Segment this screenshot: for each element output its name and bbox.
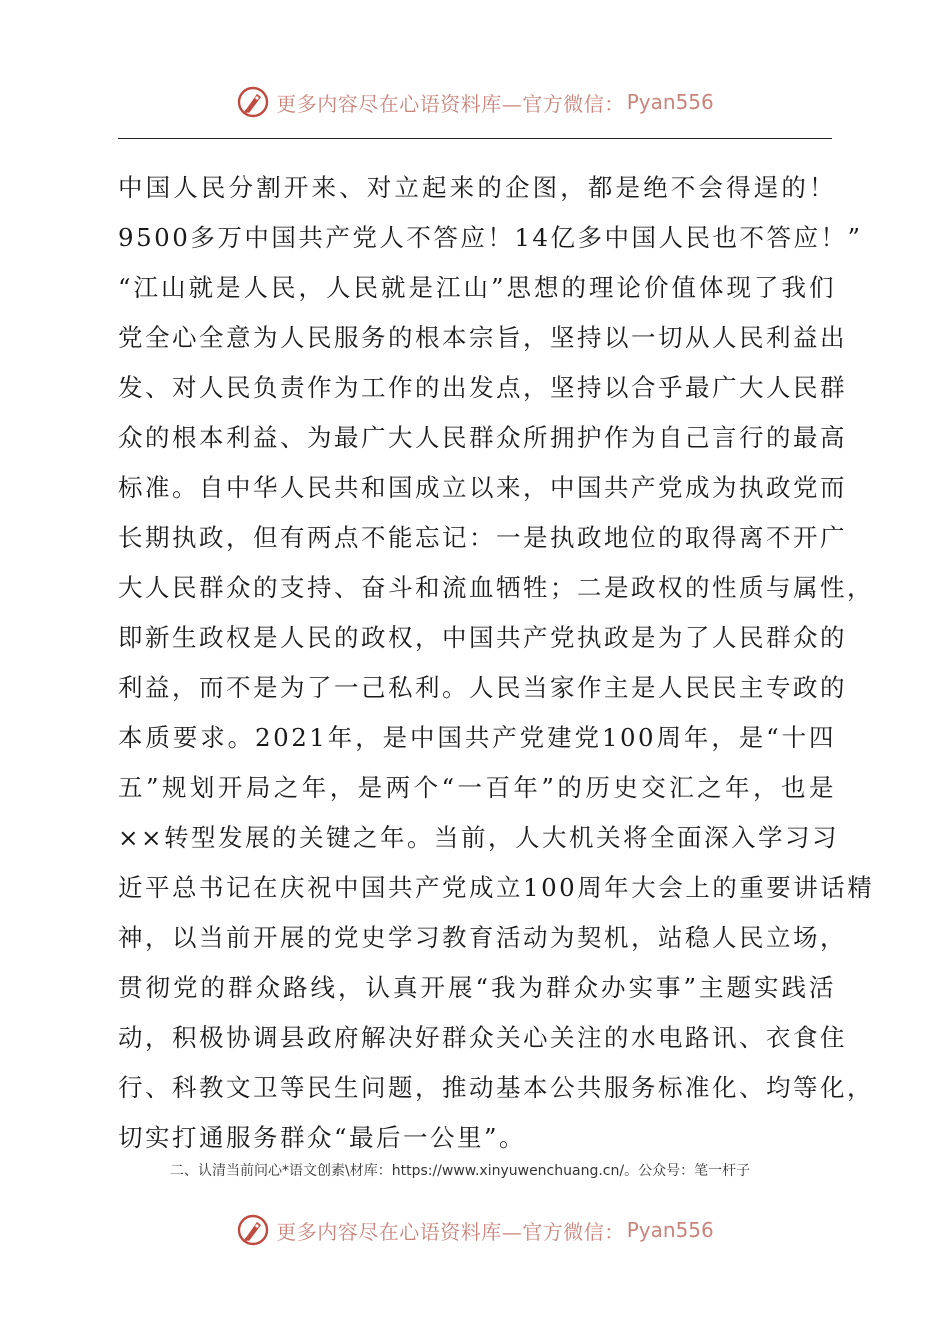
body-line: 中国人民分割开来、对立起来的企图，都是绝不会得逞的！ (118, 173, 836, 202)
body-line: 神，以当前开展的党史学习教育活动为契机，站稳人民立场， (118, 923, 847, 952)
body-line: 贯彻党的群众路线，认真开展“我为群众办实事”主题实践活 (118, 973, 836, 1002)
header-rule (118, 138, 832, 139)
pen-nib-logo-icon (236, 85, 270, 119)
body-line: 长期执政，但有两点不能忘记：一是执政地位的取得离不开广 (118, 523, 847, 552)
body-line: 五”规划开局之年，是两个“一百年”的历史交汇之年，也是 (118, 773, 836, 802)
body-line: “江山就是人民，人民就是江山”思想的理论价值体现了我们 (118, 273, 836, 302)
body-line: 大人民群众的支持、奋斗和流血牺牲；二是政权的性质与属性， (118, 573, 874, 602)
header-banner (0, 82, 950, 122)
footnote: 二、认清当前问心*语文创素\材库：https://www.xinyuwenchuang.cn/。公众号：笔一杆子 (170, 1163, 751, 1179)
body-line: ××转型发展的关键之年。当前，人大机关将全面深入学习习 (118, 823, 840, 852)
footer-banner (0, 1210, 950, 1250)
document-body (118, 163, 875, 1163)
header-banner-wechat-id: Pyan556 (626, 90, 714, 114)
body-line: 近平总书记在庆祝中国共产党成立100周年大会上的重要讲话精 (118, 873, 875, 902)
body-line-last: 切实打通服务群众“最后一公里”。 (118, 1123, 527, 1152)
body-line: 发、对人民负责作为工作的出发点，坚持以合乎最广大人民群 (118, 373, 847, 402)
body-line: 众的根本利益、为最广大人民群众所拥护作为自己言行的最高 (118, 423, 847, 452)
body-line: 9500多万中国共产党人不答应！14亿多中国人民也不答应！” (118, 223, 863, 252)
body-line: 本质要求。2021年，是中国共产党建党100周年，是“十四 (118, 723, 836, 752)
body-line: 动，积极协调县政府解决好群众关心关注的水电路讯、衣食住 (118, 1023, 847, 1052)
footer-banner-text: 更多内容尽在心语资料库—官方微信： (276, 1219, 625, 1244)
body-line: 标准。自中华人民共和国成立以来，中国共产党成为执政党而 (118, 473, 847, 502)
footer-banner-wechat-id: Pyan556 (626, 1218, 714, 1242)
body-line: 利益，而不是为了一己私利。人民当家作主是人民民主专政的 (118, 673, 847, 702)
body-line: 行、科教文卫等民生问题，推动基本公共服务标准化、均等化， (118, 1073, 874, 1102)
pen-nib-logo-icon (236, 1213, 270, 1247)
header-banner-text: 更多内容尽在心语资料库—官方微信： (276, 91, 625, 116)
body-line: 党全心全意为人民服务的根本宗旨，坚持以一切从人民利益出 (118, 323, 847, 352)
body-line: 即新生政权是人民的政权，中国共产党执政是为了人民群众的 (118, 623, 847, 652)
